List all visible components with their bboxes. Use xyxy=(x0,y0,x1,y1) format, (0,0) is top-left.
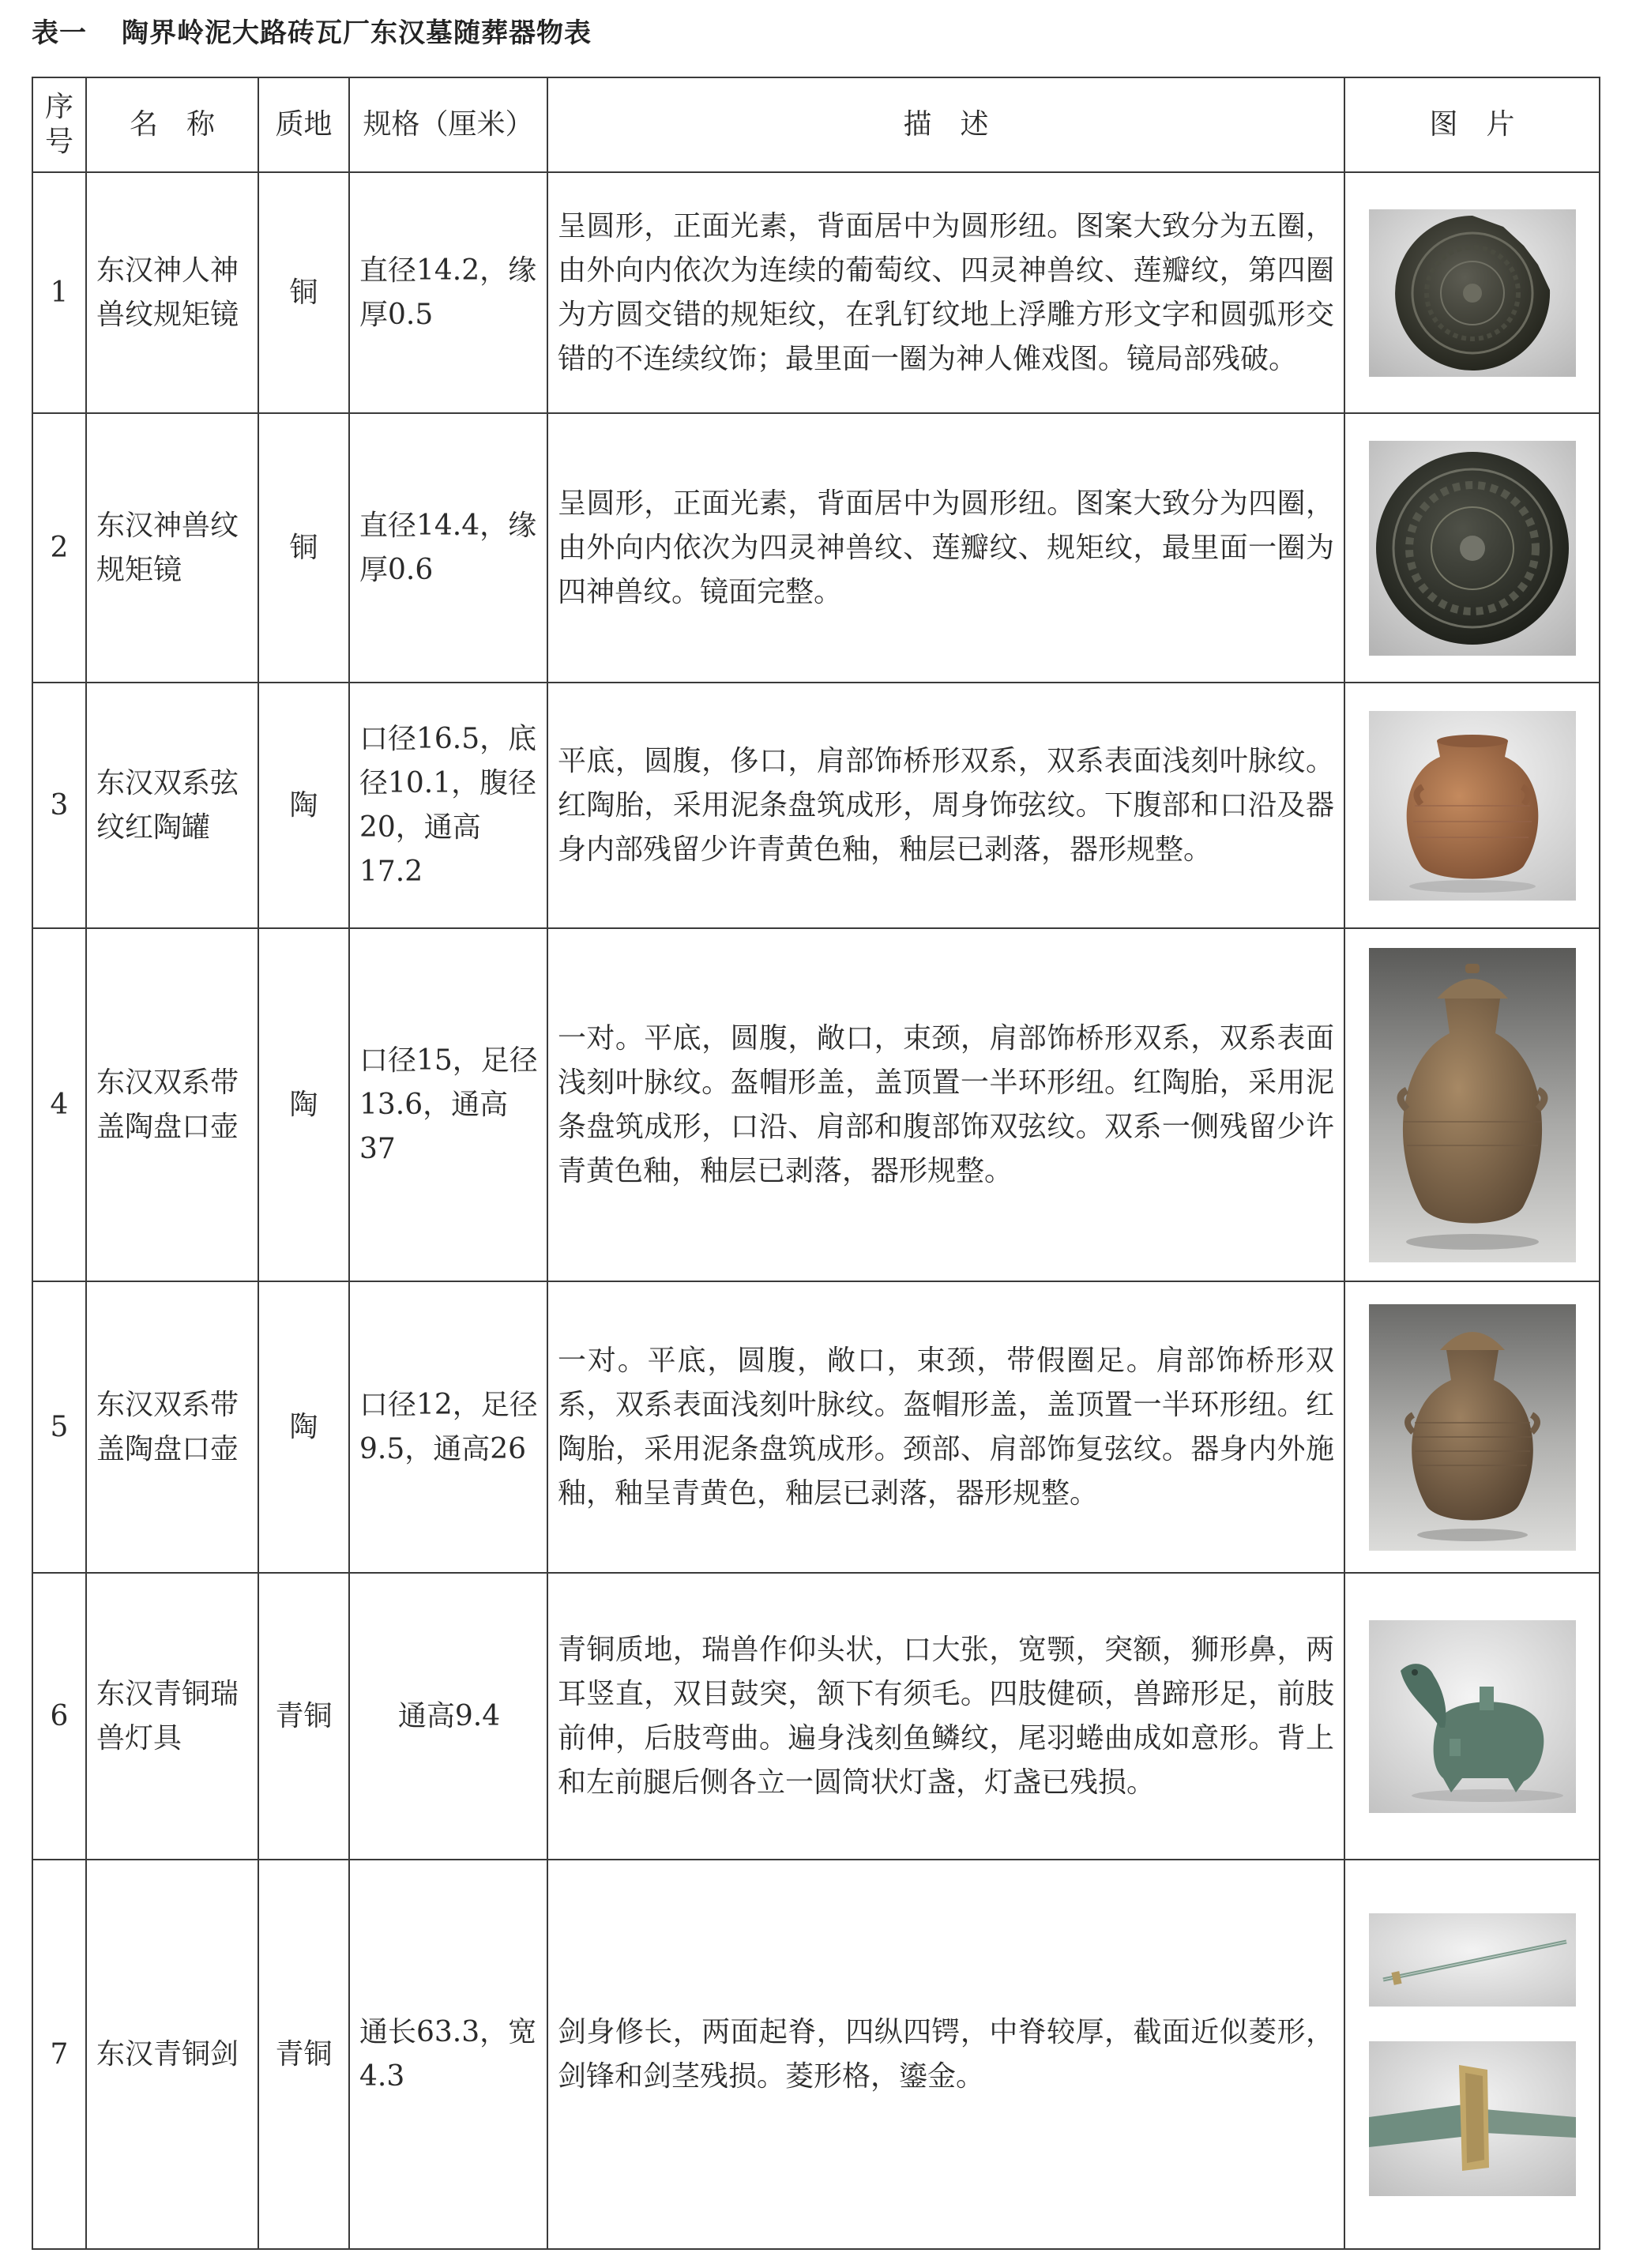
row-spec: 通长63.3，宽4.3 xyxy=(349,1860,547,2249)
header-desc: 描 述 xyxy=(547,77,1344,172)
row-desc: 呈圆形，正面光素，背面居中为圆形纽。图案大致分为五圈，由外向内依次为连续的葡萄纹、四灵神兽纹、莲瓣纹，第四圈为方圆交错的规矩纹，在乳钉纹地上浮雕方形文字和圆弧形交错的不连续纹饰；最里面一圈为神人傩戏图。镜局部残破。 xyxy=(547,172,1344,413)
row-spec: 口径16.5，底径10.1，腹径20，通高17.2 xyxy=(349,683,547,928)
row-spec: 通高9.4 xyxy=(349,1573,547,1860)
row-no: 6 xyxy=(32,1573,86,1860)
row-no: 4 xyxy=(32,928,86,1281)
row-name: 东汉双系带盖陶盘口壶 xyxy=(86,1281,258,1573)
row-material: 铜 xyxy=(258,413,349,683)
header-image: 图 片 xyxy=(1344,77,1600,172)
row-material: 青铜 xyxy=(258,1860,349,2249)
caption-text: 陶界岭泥大路砖瓦厂东汉墓随葬器物表 xyxy=(122,17,592,49)
row-material: 铜 xyxy=(258,172,349,413)
table-row xyxy=(32,928,1600,1281)
row-no: 1 xyxy=(32,172,86,413)
row-image-cell xyxy=(1344,928,1600,1281)
row-no: 2 xyxy=(32,413,86,683)
header-row xyxy=(32,77,1600,172)
row-material: 陶 xyxy=(258,1281,349,1573)
row-image-cell xyxy=(1344,172,1600,413)
table-caption xyxy=(32,11,592,50)
row-desc: 一对。平底，圆腹，敞口，束颈，肩部饰桥形双系，双系表面浅刻叶脉纹。盔帽形盖，盖顶置一半环形纽。红陶胎，采用泥条盘筑成形，口沿、肩部和腹部饰双弦纹。双系一侧残留少许青黄色釉，釉层已剥落，器形规整。 xyxy=(547,928,1344,1281)
row-image-cell xyxy=(1344,413,1600,683)
row-name: 东汉双系弦纹红陶罐 xyxy=(86,683,258,928)
row-no: 5 xyxy=(32,1281,86,1573)
red-pottery-jar-photo xyxy=(1369,711,1576,901)
bronze-mirror-photo xyxy=(1369,209,1576,377)
header-material: 质地 xyxy=(258,77,349,172)
row-name: 东汉青铜瑞兽灯具 xyxy=(86,1573,258,1860)
lidded-pottery-pot-photo xyxy=(1369,1304,1576,1551)
table-row xyxy=(32,1860,1600,2249)
row-no: 3 xyxy=(32,683,86,928)
row-image-cell xyxy=(1344,1860,1600,2249)
row-name: 东汉双系带盖陶盘口壶 xyxy=(86,928,258,1281)
row-desc: 平底，圆腹，侈口，肩部饰桥形双系，双系表面浅刻叶脉纹。红陶胎，采用泥条盘筑成形，周身饰弦纹。下腹部和口沿及器身内部残留少许青黄色釉，釉层已剥落，器形规整。 xyxy=(547,683,1344,928)
row-desc: 剑身修长，两面起脊，四纵四锷，中脊较厚，截面近似菱形，剑锋和剑茎残损。菱形格，鎏金。 xyxy=(547,1860,1344,2249)
header-spec: 规格（厘米） xyxy=(349,77,547,172)
table-row xyxy=(32,1281,1600,1573)
row-image-cell xyxy=(1344,1281,1600,1573)
row-image-cell xyxy=(1344,1573,1600,1860)
table-row xyxy=(32,172,1600,413)
header-no: 序号 xyxy=(32,77,86,172)
row-desc: 青铜质地，瑞兽作仰头状，口大张，宽颚，突额，狮形鼻，两耳竖直，双目鼓突，颔下有须毛。四肢健硕，兽蹄形足，前肢前伸，后肢弯曲。遍身浅刻鱼鳞纹，尾羽蜷曲成如意形。背上和左前腿后侧各立一圆筒状灯盏，灯盏已残损。 xyxy=(547,1573,1344,1860)
row-spec: 直径14.2，缘厚0.5 xyxy=(349,172,547,413)
table-row xyxy=(32,683,1600,928)
header-name: 名 称 xyxy=(86,77,258,172)
row-desc: 呈圆形，正面光素，背面居中为圆形纽。图案大致分为四圈，由外向内依次为四灵神兽纹、莲瓣纹、规矩纹，最里面一圈为四神兽纹。镜面完整。 xyxy=(547,413,1344,683)
row-spec: 口径12，足径9.5，通高26 xyxy=(349,1281,547,1573)
table-row xyxy=(32,413,1600,683)
row-material: 陶 xyxy=(258,683,349,928)
lidded-pottery-pot-photo xyxy=(1369,948,1576,1262)
bronze-beast-lamp-photo xyxy=(1369,1620,1576,1813)
caption-label: 表一 xyxy=(32,17,87,49)
row-image-cell xyxy=(1344,683,1600,928)
row-spec: 直径14.4，缘厚0.6 xyxy=(349,413,547,683)
row-name: 东汉青铜剑 xyxy=(86,1860,258,2249)
row-name: 东汉神兽纹规矩镜 xyxy=(86,413,258,683)
table-row xyxy=(32,1573,1600,1860)
bronze-mirror-photo xyxy=(1369,441,1576,656)
row-spec: 口径15，足径13.6，通高37 xyxy=(349,928,547,1281)
row-material: 青铜 xyxy=(258,1573,349,1860)
row-name: 东汉神人神兽纹规矩镜 xyxy=(86,172,258,413)
row-material: 陶 xyxy=(258,928,349,1281)
sword-guard-detail-photo xyxy=(1369,2041,1576,2196)
bronze-sword-photo xyxy=(1369,1913,1576,2007)
row-desc: 一对。平底，圆腹，敞口，束颈，带假圈足。肩部饰桥形双系，双系表面浅刻叶脉纹。盔帽形盖，盖顶置一半环形纽。红陶胎，采用泥条盘筑成形。颈部、肩部饰复弦纹。器身内外施釉，釉呈青黄色，釉层已剥落，器形规整。 xyxy=(547,1281,1344,1573)
artifact-table xyxy=(32,77,1600,2250)
row-no: 7 xyxy=(32,1860,86,2249)
